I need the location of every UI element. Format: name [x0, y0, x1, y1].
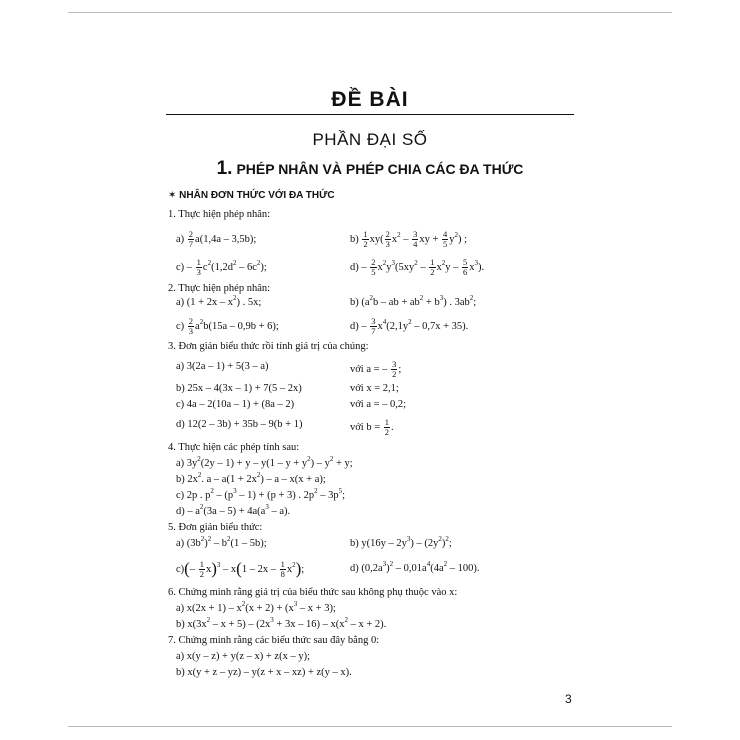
- problem-3b-condition: với x = 2,1;: [350, 383, 399, 394]
- problem-4c: c) 2p . $p^2 - (p^3 - 1) + (p + 3)$ . $2p^2 - 3p^5$;: [176, 487, 346, 501]
- problem-5c: c)(– $\frac{1}{2}$ x)$^3$ – x(1 – 2x – $\frac{1}{8}$ $x^2$);: [176, 558, 305, 579]
- page-title: ĐỀ BÀI: [331, 88, 409, 111]
- title-underline: [166, 114, 574, 115]
- problem-5d: d) $(0,2a^3)^2 - 0,01a^4(4a^2 - 100)$.: [350, 560, 480, 574]
- page-bottom-border: [68, 726, 672, 727]
- problem-5-question: 5. Đơn giản biểu thức:: [168, 522, 263, 533]
- problem-2-question: 2. Thực hiện phép nhân:: [168, 283, 271, 294]
- subsection-title: ✶ NHÂN ĐƠN THỨC VỚI ĐA THỨC: [168, 190, 335, 201]
- problem-5b: b) $y(16y - 2y^3) - (2y^2)^2$;: [350, 535, 452, 549]
- problem-3-question: 3. Đơn giản biểu thức rồi tính giá trị của chúng:: [168, 341, 369, 352]
- problem-1a: a) $\frac{2}{7}$ a(1,4a – 3,5b);: [176, 229, 257, 249]
- problem-3c-expression: c) 4a – 2(10a – 1) + (8a – 2): [176, 399, 295, 410]
- chapter-number: 1.: [216, 158, 233, 179]
- problem-2b: b) ($a^2b$ – ab + $ab^2 + b^3$) . $3ab^2$;: [350, 294, 477, 308]
- problem-1b: b) $\frac{1}{2}$ xy( $\frac{2}{3}$ $x^2$ – $\frac{3}{4}$ xy + $\frac{4}{5}$ $y^2$) ;: [350, 229, 468, 249]
- chapter-title-text: PHÉP NHÂN VÀ PHÉP CHIA CÁC ĐA THỨC: [236, 161, 524, 177]
- problem-2d: d) – $\frac{3}{7}$ $x^4(2,1y^2 - 0,7x + 35)$.: [350, 316, 469, 336]
- problem-2a: a) $(1 + 2x - x^2)$ . 5x;: [176, 294, 262, 308]
- problem-4-question: 4. Thực hiện các phép tính sau:: [168, 442, 300, 453]
- problem-6b: b) $x(3x^2 - x + 5) - (2x^3 + 3x - 16) - x(x^2 - x + 2)$.: [176, 616, 387, 630]
- page-number: 3: [565, 692, 572, 706]
- problem-6a: a) $x(2x + 1) - x^2(x + 2) + (x^3 - x + 3)$;: [176, 600, 336, 614]
- section-title: PHẦN ĐẠI SỐ: [312, 130, 428, 149]
- problem-4b: b) $2x^2$. $a - a(1 + 2x^2) - a - x(x + a)$;: [176, 471, 326, 485]
- problem-7a: a) x(y – z) + y(z – x) + z(x – y);: [176, 651, 311, 662]
- problem-3c-condition: với a = – 0,2;: [350, 399, 407, 410]
- problem-2c: c) $\frac{2}{3}$ $a^2b(15a - 0,9b + 6)$;: [176, 316, 279, 336]
- problem-1-question: 1. Thực hiện phép nhân:: [168, 209, 271, 220]
- problem-5a: a) $(3b^2)^2 - b^2(1 - 5b)$;: [176, 535, 267, 549]
- problem-4a: a) $3y^2(2y - 1) + y - y(1 - y + y^2) - y^2 + y$;: [176, 455, 353, 469]
- problem-3b-expression: b) 25x – 4(3x – 1) + 7(5 – 2x): [176, 383, 302, 394]
- problem-3a-expression: a) 3(2a – 1) + 5(3 – a): [176, 361, 269, 372]
- problem-1c: c) – $\frac{1}{3}$ $c^2(1,2d^2 - 6c^2)$;: [176, 257, 267, 277]
- problem-7b: b) x(y + z – yz) – y(z + x – xz) + z(y – x).: [176, 667, 352, 678]
- problem-6-question: 6. Chứng minh rằng giá trị của biểu thức sau không phụ thuộc vào x:: [168, 587, 458, 598]
- problem-3d-condition: với b = $\frac{1}{2}$ .: [350, 417, 394, 437]
- problem-3d-expression: d) 12(2 – 3b) + 35b – 9(b + 1): [176, 419, 303, 430]
- problem-3a-condition: với a = – $\frac{3}{2}$ ;: [350, 359, 402, 379]
- page-top-border: [68, 12, 672, 13]
- problem-1d: d) – $\frac{2}{5}$ $x^2y^3(5xy^2$ – $\frac{1}{2}$ $x^2y$ – $\frac{5}{6}$ $x^3$).: [350, 257, 485, 277]
- problem-4d: $d) - a^2(3a - 5) + 4a(a^3 - a)$.: [176, 503, 291, 517]
- chapter-title: [0, 158, 740, 180]
- problem-7-question: 7. Chứng minh rằng các biểu thức sau đây bằng 0:: [168, 635, 380, 646]
